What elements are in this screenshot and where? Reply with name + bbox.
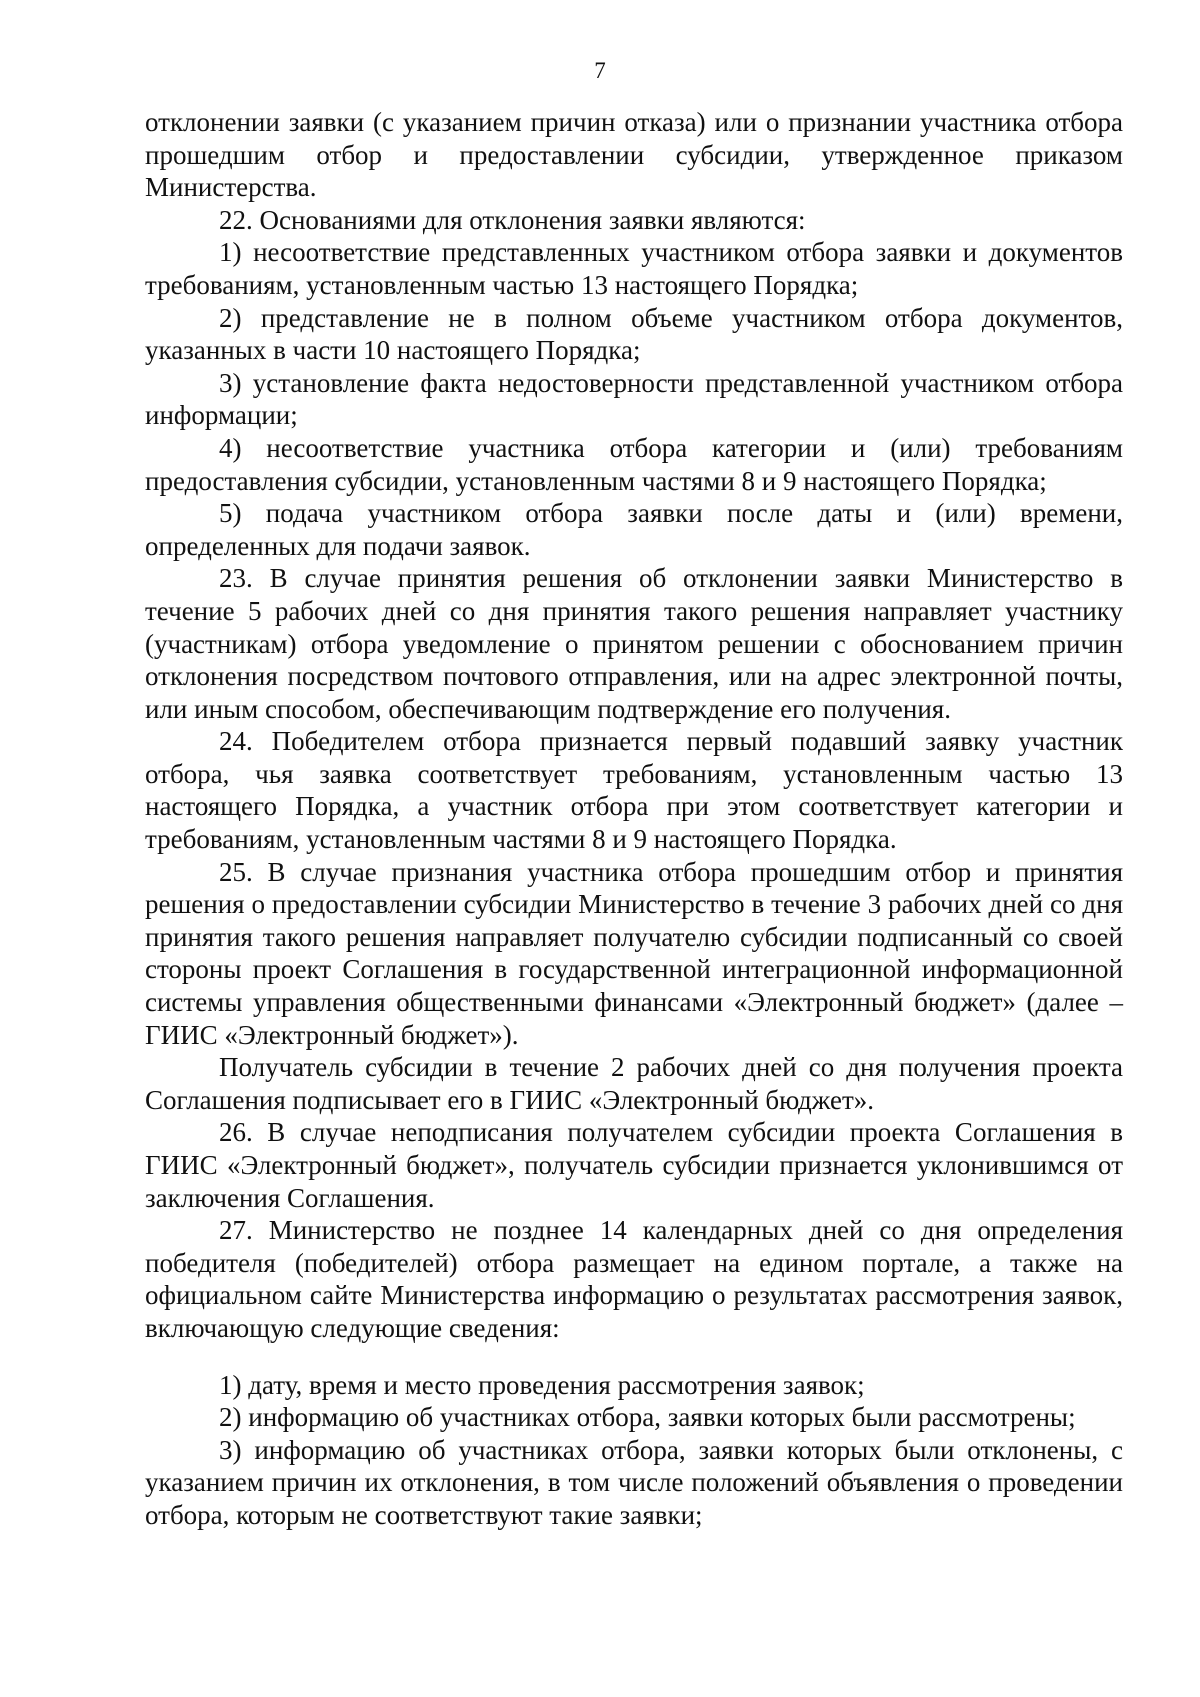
paragraph-continuation: отклонении заявки (с указанием причин отказа) или о признании участника отбора прошедшим отбор и предоставлении субсидии, утвержденное приказом Министерства. bbox=[145, 107, 1123, 203]
list-item-27-3: 3) информацию об участниках отбора, заявки которых были отклонены, с указанием причин их отклонения, в том числе положений объявления о проведении отбора, которым не соответствуют такие заявки; bbox=[145, 1434, 1123, 1530]
list-item-22-2: 2) представление не в полном объеме участником отбора документов, указанных в части 10 настоящего Порядка; bbox=[145, 302, 1123, 366]
paragraph-25-continued: Получатель субсидии в течение 2 рабочих дней со дня получения проекта Соглашения подписывает его в ГИИС «Электронный бюджет». bbox=[145, 1052, 1123, 1115]
paragraph-23: 23. В случае принятия решения об отклонении заявки Министерство в течение 5 рабочих дней со дня принятия такого решения направляет участнику (участникам) отбора уведомление о принятом решении с обоснованием причин отклонения посредством почтового отправления, или на адрес электронной почты, или иным способом, обеспечивающим подтверждение его получения. bbox=[145, 563, 1123, 724]
document-body bbox=[145, 106, 1123, 1532]
paragraph-22: 22. Основаниями для отклонения заявки являются: bbox=[219, 204, 806, 235]
list-item-22-1: 1) несоответствие представленных участником отбора заявки и документов требованиям, установленным частью 13 настоящего Порядка; bbox=[145, 237, 1123, 300]
list-item-27-2: 2) информацию об участниках отбора, заявки которых были рассмотрены; bbox=[219, 1402, 1076, 1433]
paragraph-27: 27. Министерство не позднее 14 календарных дней со дня определения победителя (победителей) отбора размещает на едином портале, а также на официальном сайте Министерства информацию о результатах рассмотрения заявок, включающую следующие сведения: bbox=[145, 1215, 1123, 1343]
paragraph-26: 26. В случае неподписания получателем субсидии проекта Соглашения в ГИИС «Электронный бюджет», получатель субсидии признается уклонившимся от заключения Соглашения. bbox=[145, 1117, 1123, 1213]
page-number: 7 bbox=[594, 58, 606, 83]
paragraph-24: 24. Победителем отбора признается первый подавший заявку участник отбора, чья заявка соответствует требованиям, установленным частью 13 настоящего Порядка, а участник отбора при этом соответствует категории и требованиям, установленным частями 8 и 9 настоящего Порядка. bbox=[145, 726, 1123, 855]
list-item-22-3: 3) установление факта недостоверности представленной участником отбора информации; bbox=[145, 367, 1123, 431]
list-item-22-5: 5) подача участником отбора заявки после даты и (или) времени, определенных для подачи заявок. bbox=[145, 498, 1123, 561]
paragraph-gap bbox=[145, 1345, 1123, 1369]
list-item-27-1: 1) дату, время и место проведения рассмотрения заявок; bbox=[219, 1369, 865, 1400]
paragraph-25: 25. В случае признания участника отбора прошедшим отбор и принятия решения о предоставлении субсидии Министерство в течение 3 рабочих дней со дня принятия такого решения направляет получателю субсидии подписанный со своей стороны проект Соглашения в государственной интеграционной информационной системы управления общественными финансами «Электронный бюджет» (далее – ГИИС «Электронный бюджет»). bbox=[145, 856, 1123, 1050]
list-item-22-4: 4) несоответствие участника отбора категории и (или) требованиям предоставления субсидии, установленным частями 8 и 9 настоящего Порядка; bbox=[145, 432, 1123, 496]
